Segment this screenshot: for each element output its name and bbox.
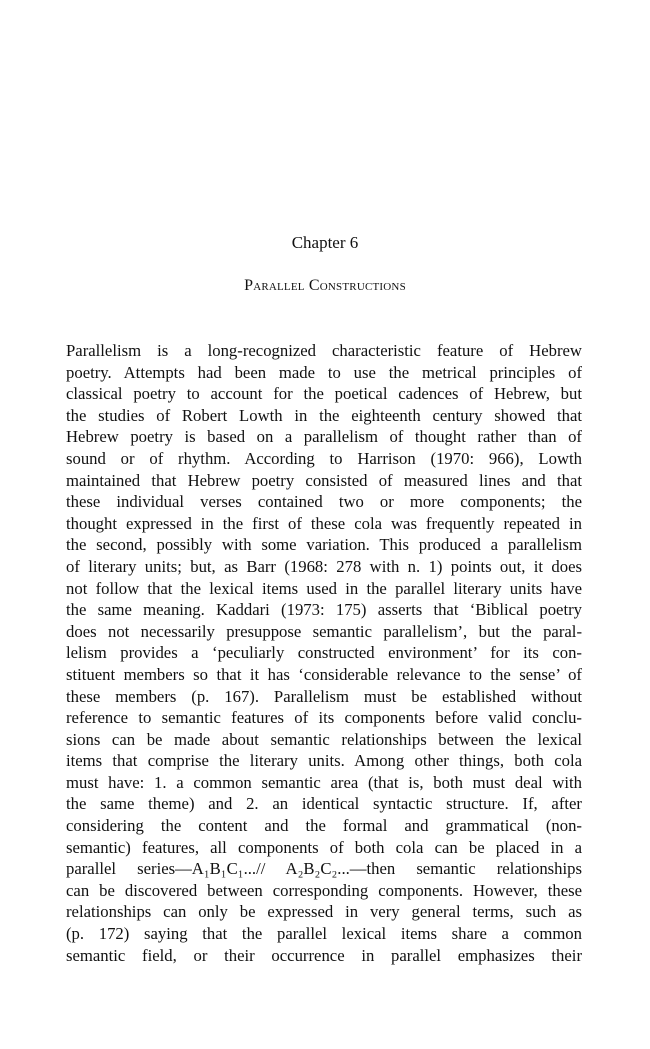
text-line: thought expressed in the first of these cola was frequently repeated in bbox=[66, 513, 582, 533]
text-line: not follow that the lexical items used in the parallel literary units have bbox=[66, 578, 582, 598]
text-line: items that comprise the literary units. Among other things, both cola bbox=[66, 751, 582, 771]
text-line: semantic) features, all components of both cola can be placed in a bbox=[66, 837, 582, 857]
text-line: sions can be made about semantic relationships between the lexical bbox=[66, 729, 582, 749]
text-line: parallel series—A₁B₁C₁...// A₂B₂C₂...—then semantic relationships bbox=[66, 859, 582, 879]
text-line: poetry. Attempts had been made to use the metrical principles of bbox=[66, 362, 582, 382]
chapter-number: Chapter 6 bbox=[291, 233, 359, 252]
text-line: semantic field, or their occurrence in parallel emphasizes their bbox=[66, 945, 582, 965]
text-line: the second, possibly with some variation. This produced a parallelism bbox=[66, 535, 582, 555]
text-line: the studies of Robert Lowth in the eighteenth century showed that bbox=[66, 405, 582, 425]
text-line: sound or of rhythm. According to Harrison (1970: 966), Lowth bbox=[66, 448, 582, 468]
text-line: the same meaning. Kaddari (1973: 175) asserts that ‘Biblical poetry bbox=[66, 600, 582, 620]
text-line: stituent members so that it has ‘considerable relevance to the sense’ of bbox=[66, 664, 582, 684]
text-line: relationships can only be expressed in very general terms, such as bbox=[66, 902, 582, 922]
text-line: considering the content and the formal and grammatical (non- bbox=[66, 816, 582, 836]
text-line: Parallelism is a long-recognized characteristic feature of Hebrew bbox=[66, 341, 582, 360]
text-line: these members (p. 167). Parallelism must be established without bbox=[66, 686, 582, 706]
text-line: (p. 172) saying that the parallel lexical items share a common bbox=[66, 924, 582, 944]
text-line: can be discovered between corresponding components. However, these bbox=[66, 880, 582, 900]
text-line: classical poetry to account for the poetical cadences of Hebrew, but bbox=[66, 384, 582, 404]
text-line: Hebrew poetry is based on a parallelism of thought rather than of bbox=[66, 427, 582, 447]
body-paragraph bbox=[66, 340, 582, 966]
text-line: the same theme) and 2. an identical syntactic structure. If, after bbox=[66, 794, 582, 814]
text-line: these individual verses contained two or more components; the bbox=[66, 492, 582, 512]
text-line: does not necessarily presuppose semantic parallelism’, but the paral- bbox=[66, 621, 582, 641]
text-line: of literary units; but, as Barr (1968: 278 with n. 1) points out, it does bbox=[66, 556, 582, 576]
text-line: maintained that Hebrew poetry consisted of measured lines and that bbox=[66, 470, 582, 490]
text-line: lelism provides a ‘peculiarly constructed environment’ for its con- bbox=[66, 643, 582, 663]
chapter-title: Parallel Constructions bbox=[244, 277, 406, 294]
text-line: reference to semantic features of its components before valid conclu- bbox=[66, 708, 582, 728]
text-line: must have: 1. a common semantic area (that is, both must deal with bbox=[66, 772, 582, 792]
